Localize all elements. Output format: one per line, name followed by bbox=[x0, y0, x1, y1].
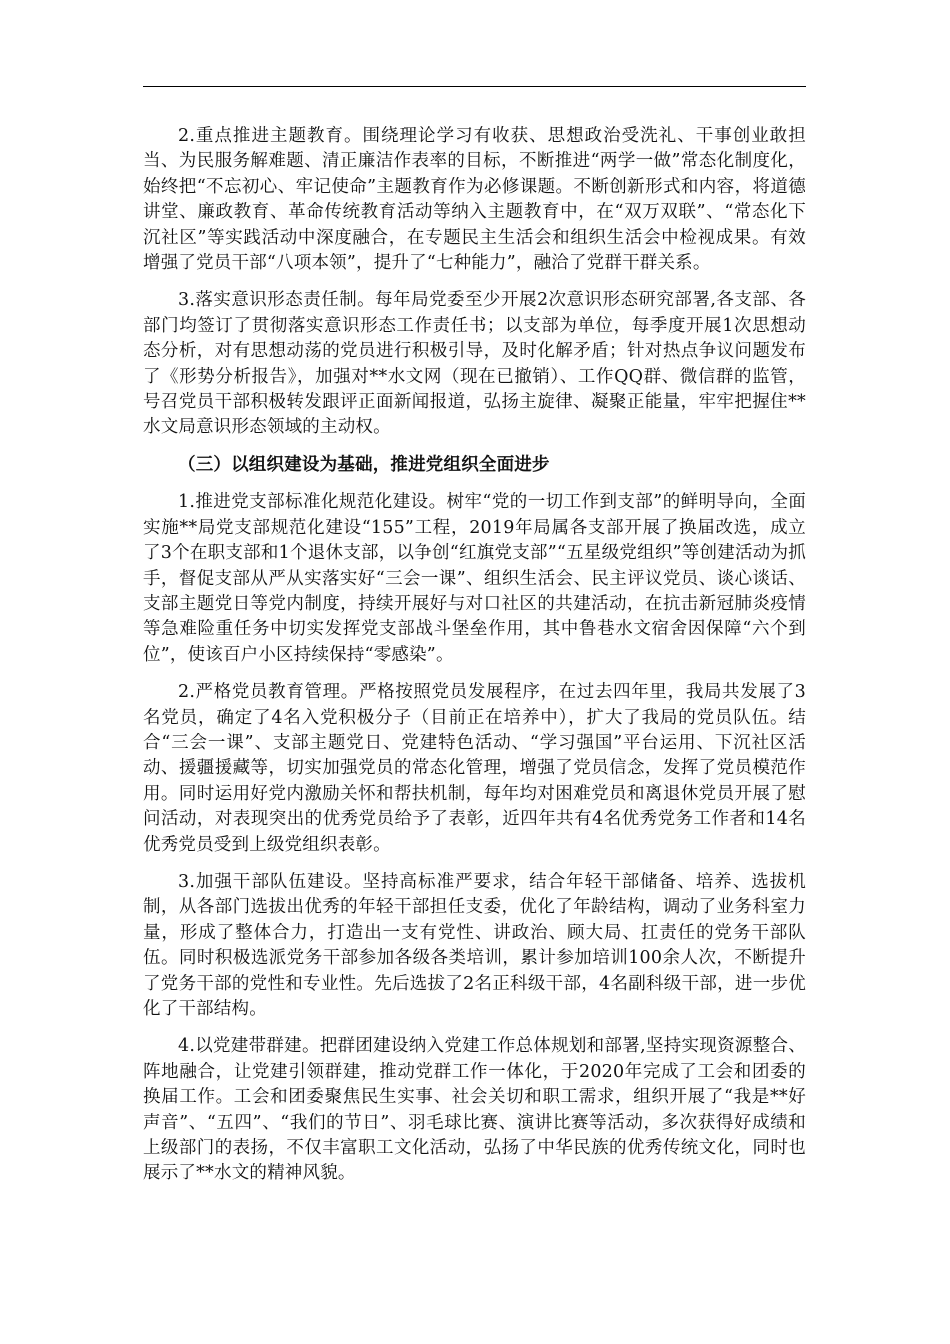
paragraph-theme-education: 2.重点推进主题教育。围绕理论学习有收获、思想政治受洗礼、干事创业敢担当、为民服务解难题、清正廉洁作表率的目标，不断推进“两学一做”常态化制度化，始终把“不忘初心、牢记使命”主题教育作为必修课题。不断创新形式和内容，将道德讲堂、廉政教育、革命传统教育活动等纳入主题教育中，在“双万双联”、“常态化下沉社区”等实践活动中深度融合，在专题民主生活会和组织生活会中检视成果。有效增强了党员干部“八项本领”，提升了“七种能力”，融洽了党群干群关系。 bbox=[143, 126, 806, 274]
paragraph-mass-organizations: 4.以党建带群建。把群团建设纳入党建工作总体规划和部署,坚持实现资源整合、阵地融合，让党建引领群建，推动党群工作一体化，于2020年完成了工会和团委的换届工作。工会和团委聚焦民生实事、社会关切和职工需求，组织开展了“我是**好声音”、“五四”、“我们的节日”、羽毛球比赛、演讲比赛等活动，多次获得好成绩和上级部门的表扬，不仅丰富职工文化活动，弘扬了中华民族的优秀传统文化，同时也展示了**水文的精神风貌。 bbox=[143, 1036, 806, 1184]
paragraph-cadre-team: 3.加强干部队伍建设。坚持高标准严要求，结合年轻干部储备、培养、选拔机制，从各部门选拔出优秀的年轻干部担任支委，优化了年龄结构，调动了业务科室力量，形成了整体合力，打造出一支有党性、讲政治、顾大局、扛责任的党务干部队伍。同时积极选派党务干部参加各级各类培训，累计参加培训100余人次，不断提升了党务干部的党性和专业性。先后选拔了2名正科级干部，4名副科级干部，进一步优化了干部结构。 bbox=[143, 871, 806, 1019]
section-heading-organization: （三）以组织建设为基础，推进党组织全面进步 bbox=[178, 454, 550, 475]
paragraph-branch-standardization: 1.推进党支部标准化规范化建设。树牢“党的一切工作到支部”的鲜明导向，全面实施**局党支部规范化建设“155”工程，2019年局属各支部开展了换届改选，成立了3个在职支部和1个退休支部，以争创“红旗党支部”“五星级党组织”等创建活动为抓手，督促支部从严从实落实好“三会一课”、组织生活会、民主评议党员、谈心谈话、支部主题党日等党内制度，持续开展好与对口社区的共建活动，在抗击新冠肺炎疫情等急难险重任务中切实发挥党支部战斗堡垒作用，其中鲁巷水文宿舍因保障“六个到位”，使该百户小区持续保持“零感染”。 bbox=[143, 492, 806, 665]
document-body bbox=[143, 124, 806, 1199]
paragraph-ideology-responsibility: 3.落实意识形态责任制。每年局党委至少开展2次意识形态研究部署,各支部、各部门均签订了贯彻落实意识形态工作责任书；以支部为单位，每季度开展1次思想动态分析，对有思想动荡的党员进行积极引导，及时化解矛盾；针对热点争议问题发布了《形势分析报告》，加强对**水文网（现在已撤销）、工作QQ群、微信群的监管，号召党员干部积极转发跟评正面新闻报道，弘扬主旋律、凝聚正能量，牢牢把握住**水文局意识形态领域的主动权。 bbox=[143, 290, 806, 438]
header-rule bbox=[143, 86, 806, 87]
paragraph-member-education: 2.严格党员教育管理。严格按照党员发展程序，在过去四年里，我局共发展了3名党员，确定了4名入党积极分子（目前正在培养中），扩大了我局的党员队伍。结合“三会一课”、支部主题党日、党建特色活动、“学习强国”平台运用、下沉社区活动、援疆援藏等，切实加强党员的常态化管理，增强了党员信念，发挥了党员模范作用。同时运用好党内激励关怀和帮扶机制，每年均对困难党员和离退休党员开展了慰问活动，对表现突出的优秀党员给予了表彰，近四年共有4名优秀党务工作者和14名优秀党员受到上级党组织表彰。 bbox=[143, 682, 806, 855]
